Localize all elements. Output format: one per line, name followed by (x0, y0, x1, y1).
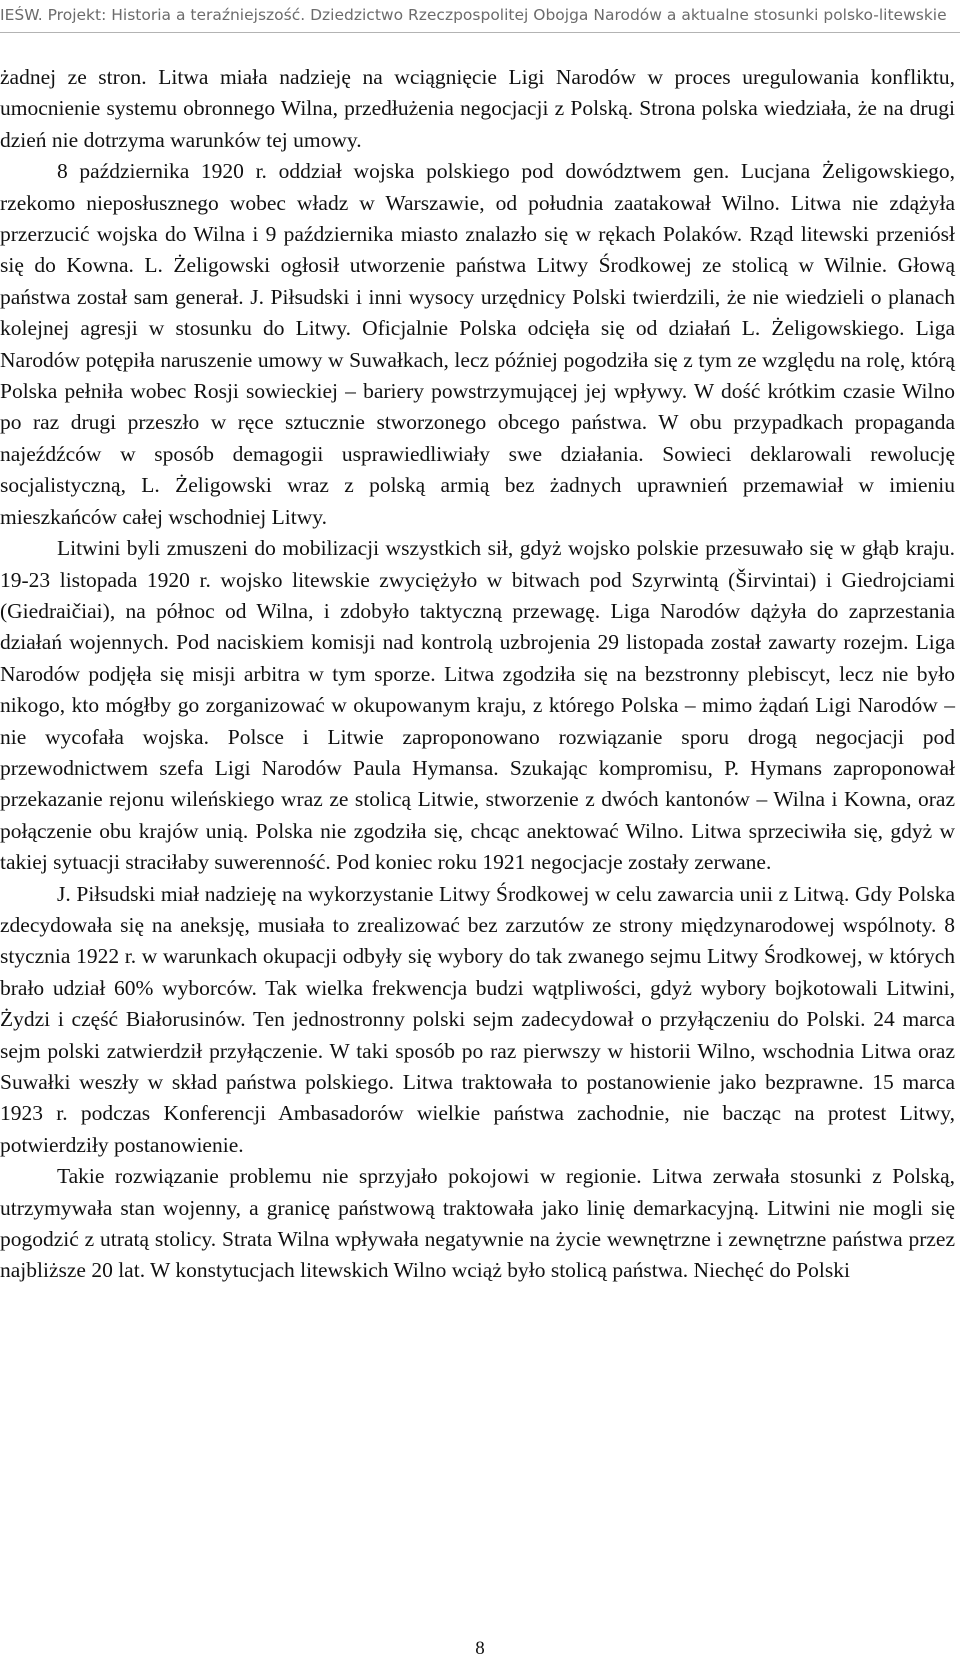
running-header: IEŚW. Projekt: Historia a teraźniejszość. Dziedzictwo Rzeczpospolitej Obojga Narodów a aktualne stosunki polsko-litewskie (0, 6, 947, 24)
paragraph: 8 października 1920 r. oddział wojska polskiego pod dowództwem gen. Lucjana Żeligowskiego, rzekomo nieposłusznego wobec władz w Warszawie, od południa zaatakował Wilno. Litwa nie zdążyła przerzucić wojska do Wilna i 9 października miasto znalazło się w rękach Polaków. Rząd litewski przeniósł się do Kowna. L. Żeligowski ogłosił utworzenie państwa Litwy Środkowej ze stolicą w Wilnie. Głową państwa został sam generał. J. Piłsudski i inni wysocy urzędnicy Polski twierdzili, że nie wiedzieli o planach kolejnej agresji w stosunku do Litwy. Oficjalnie Polska odcięła się od działań L. Żeligowskiego. Liga Narodów potępiła naruszenie umowy w Suwałkach, lecz później pogodziła się z tym ze względu na rolę, którą Polska pełniła wobec Rosji sowieckiej – bariery powstrzymującej jej wpływy. W dość krótkim czasie Wilno po raz drugi przeszło w ręce sztucznie stworzonego obcego państwa. W obu przypadkach propaganda najeźdźców w sposób demagogii usprawiedliwiały swe działania. Sowieci deklarowali rewolucję socjalistyczną, L. Żeligowski wraz z polską armią bez żadnych uprawnień przemawiał w imieniu mieszkańców całej wschodniej Litwy. (0, 159, 955, 529)
paragraph: Takie rozwiązanie problemu nie sprzyjało pokojowi w regionie. Litwa zerwała stosunki z Polską, utrzymywała stan wojenny, a granicę państwową traktowała jako linię demarkacyjną. Litwini nie mogli się pogodzić z utratą stolicy. Strata Wilna wpływała negatywnie na życie wewnętrzne i zewnętrzne państwa przez najbliższe 20 lat. W konstytucjach litewskich Wilno wciąż było stolicą państwa. Niechęć do Polski (0, 1164, 955, 1283)
paragraph: Litwini byli zmuszeni do mobilizacji wszystkich sił, gdyż wojsko polskie przesuwało się w głąb kraju. 19-23 listopada 1920 r. wojsko litewskie zwyciężyło w bitwach pod Szyrwintą (Širvintai) i Giedrojciami (Giedraičiai), na północ od Wilna, i zdobyło taktyczną przewagę. Liga Narodów dążyła do zaprzestania działań wojennych. Pod naciskiem komisji nad kontrolą uzbrojenia 29 listopada został zawarty rozejm. Liga Narodów podjęła się misji arbitra w tym sporze. Litwa zgodziła się na bezstronny plebiscyt, lecz nie było nikogo, kto mógłby go zorganizować w okupowanym kraju, z którego Polska – mimo żądań Ligi Narodów – nie wycofała wojska. Polsce i Litwie zaproponowano rozwiązanie sporu drogą negocjacji pod przewodnictwem szefa Ligi Narodów Paula Hymansa. Szukając kompromisu, P. Hymans zaproponował przekazanie rejonu wileńskiego wraz ze stolicą Litwie, stworzenie z dwóch kantonów – Wilna i Kowna, oraz połączenie obu krajów unią. Polska nie zgodziła się, chcąc anektować Wilno. Litwa sprzeciwiła się, gdyż w takiej sytuacji straciłaby suwerenność. Pod koniec roku 1921 negocjacje zostały zerwane. (0, 536, 955, 875)
paragraph-continuation: żadnej ze stron. Litwa miała nadzieję na wciągnięcie Ligi Narodów w proces uregulowania konfliktu, umocnienie systemu obronnego Wilna, przedłużenia negocjacji z Polską. Strona polska wiedziała, że na drugi dzień nie dotrzyma warunków tej umowy. (0, 65, 955, 152)
header-divider (0, 32, 960, 33)
body-text (0, 62, 955, 1287)
paragraph: J. Piłsudski miał nadzieję na wykorzystanie Litwy Środkowej w celu zawarcia unii z Litwą. Gdy Polska zdecydowała się na aneksję, musiała to zrealizować bez zarzutów ze strony międzynarodowej wspólnoty. 8 stycznia 1922 r. w warunkach okupacji odbyły się wybory do tak zwanego sejmu Litwy Środkowej, w których brało udział 60% wyborców. Tak wielka frekwencja budzi wątpliwości, gdyż wybory bojkotowali Litwini, Żydzi i część Białorusinów. Ten jednostronny polski sejm zadecydował o przyłączeniu do Polski. 24 marca sejm polski zatwierdził przyłączenie. W taki sposób po raz pierwszy w historii Wilno, wschodnia Litwa oraz Suwałki weszły w skład państwa polskiego. Litwa traktowała to postanowienie jako bezprawne. 15 marca 1923 r. podczas Konferencji Ambasadorów wielkie państwa zachodnie, nie bacząc na protest Litwy, potwierdziły postanowienie. (0, 881, 955, 1157)
page-number: 8 (475, 1638, 485, 1659)
